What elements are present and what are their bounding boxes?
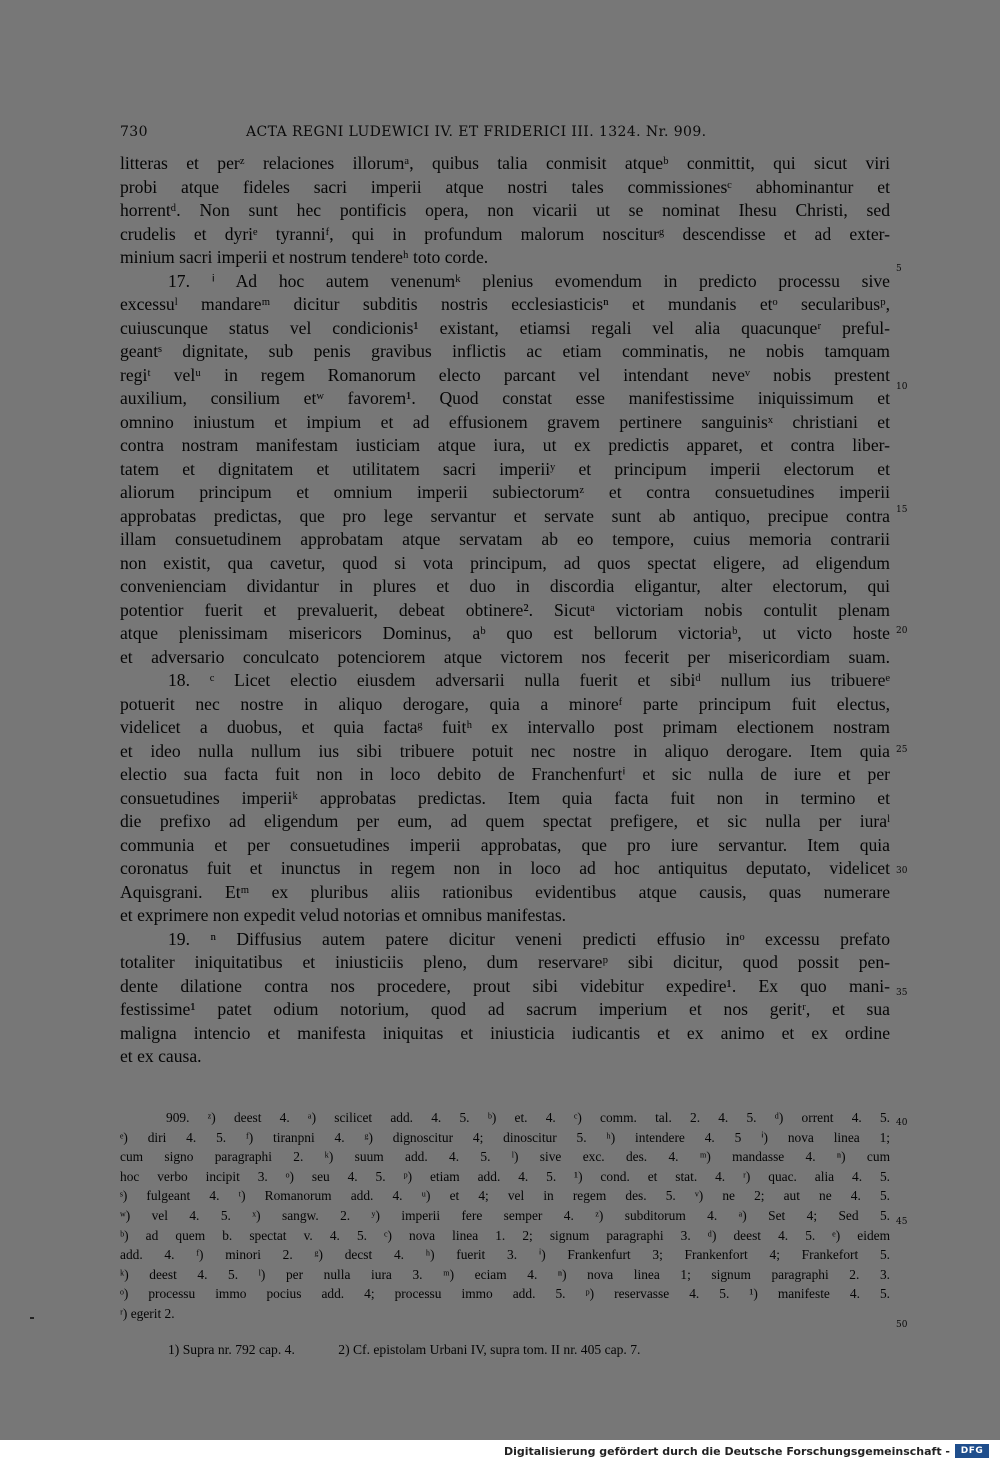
text-line: dente dilatione contra nos procedere, prout sibi videbitur expedire¹. Ex quo mani-	[120, 975, 890, 996]
text-line: litteras et perᶻ relaciones illorumᵃ, quibus talia conmisit atqueᵇ conmittit, qui sicut viri	[120, 153, 890, 173]
text-line: maligna intencio et manifesta iniquitas et iniusticia iudicantis et ex animo et ex ordine	[120, 1022, 890, 1043]
critical-apparatus	[120, 1108, 890, 1324]
margin-line-number: 15	[896, 505, 908, 515]
text-line: et exprimere non expedit velud notorias et omnibus manifestas.	[120, 905, 567, 925]
text-line: die prefixo ad eligendum per eum, ad quem spectat prefigere, et sic nulla per iuraˡ	[120, 811, 890, 831]
text-line: cuiuscunque status vel condicionis¹ existant, etiamsi regali vel alia quacunqueʳ preful-	[120, 317, 890, 338]
text-line: et ideo nulla nullum ius sibi tribuere potuit nec nostre in aliquo derogare. Item quia	[120, 740, 890, 761]
text-line: excessuˡ mandareᵐ dicitur subditis nostris ecclesiasticisⁿ et mundanis etᵒ secularibusᵖ,	[120, 294, 890, 314]
text-line: consuetudines imperiiᵏ approbatas predictas. Item quia facta fuit non in termino et	[120, 787, 890, 808]
running-header	[120, 124, 890, 144]
apparatus-line: ᵒ) processu immo pocius add. 4; processu immo add. 5. ᵖ) reservasse 4. 5. ¹) manifeste 4. 5.	[120, 1286, 890, 1302]
text-line: auxilium, consilium etʷ favorem¹. Quod constat esse manifestissime iniquissimum et	[120, 388, 890, 408]
text-line: geantˢ dignitate, sub penis gravibus inflictis ac etiam comminatis, ne nobis tamquam	[120, 341, 890, 361]
apparatus-line: hoc verbo incipit 3. ᵒ) seu 4. 5. ᵖ) etiam add. 4. 5. ¹) cond. et stat. 4. ʳ) quac. alia 4. 5.	[120, 1168, 890, 1184]
margin-line-number: 50	[896, 1320, 908, 1330]
margin-line-number: 35	[896, 988, 908, 998]
apparatus-line: 909. ᶻ) deest 4. ᵃ) scilicet add. 4. 5. ᵇ) et. 4. ᶜ) comm. tal. 2. 4. 5. ᵈ) orrent 4. 5.	[166, 1110, 890, 1125]
text-line: non existit, qua cavetur, quod si vota principum, ad quos spectat eligere, ad eligendum	[120, 552, 890, 573]
paragraph-start-18: 18. ᶜ Licet electio eiusdem adversarii nulla fuerit et sibiᵈ nullum ius tribuereᵉ	[168, 670, 890, 690]
footnote-2: 2) Cf. epistolam Urbani IV, supra tom. II nr. 405 cap. 7.	[338, 1342, 641, 1357]
scan-speck	[30, 1317, 34, 1319]
text-line: coronatus fuit et inunctus in regem non in loco ad hoc antiquitus deputato, videlicet	[120, 858, 890, 878]
text-line: approbatas predictas, que pro lege servantur et servate sunt ab antiquo, precipue contra	[120, 505, 890, 526]
margin-line-number: 20	[896, 626, 908, 636]
text-line: videlicet a duobus, et quia factaᵍ fuitʰ ex intervallo post primam electionem nostram	[120, 717, 890, 737]
margin-line-number: 25	[896, 745, 908, 755]
text-line: convenienciam dividantur in plures et duo in discordia eligantur, alter electorum, qui	[120, 576, 890, 596]
text-line: totaliter iniquitatibus et iniusticiis pleno, dum reservareᵖ sibi dicitur, quod possit pen-	[120, 952, 890, 972]
apparatus-line: ˢ) fulgeant 4. ᵗ) Romanorum add. 4. ᵘ) et 4; vel in regem des. 5. ᵛ) ne 2; aut ne 4. 5.	[120, 1188, 890, 1204]
text-line: et adversario conculcato potenciorem atque victorem nos fecerit per misericordiam suam.	[120, 646, 890, 667]
dfg-logo: DFG	[955, 1444, 989, 1458]
text-line: probi atque fideles sacri imperii atque nostri tales commissionesᶜ abhominantur et	[120, 176, 890, 197]
margin-line-number: 5	[896, 264, 902, 274]
text-line: horrentᵈ. Non sunt hec pontificis opera, non vicarii ut se nominat Ihesu Christi, sed	[120, 200, 890, 220]
text-line: minium sacri imperii et nostrum tendereʰ toto corde.	[120, 247, 489, 267]
margin-line-number: 45	[896, 1217, 908, 1227]
apparatus-line: ʷ) vel 4. 5. ˣ) sangw. 2. ʸ) imperii fere semper 4. ᶻ) subditorum 4. ᵃ) Set 4; Sed 5.	[120, 1207, 890, 1223]
text-line: omnino iniustum et impium et ad effusionem gravem pertinere sanguinisˣ christiani et	[120, 411, 890, 432]
text-line: festissime¹ patet odium notorium, quod ad sacrum imperium et nos geritʳ, et sua	[120, 999, 890, 1019]
margin-line-number: 10	[896, 382, 908, 392]
apparatus-line: add. 4. ᶠ) minori 2. ᵍ) decst 4. ʰ) fuerit 3. ⁱ) Frankenfurt 3; Frankenfort 4; Frankefort 5.	[120, 1247, 890, 1263]
margin-line-number: 40	[896, 1118, 908, 1128]
text-line: electio sua facta fuit non in loco debito de Franchenfurtⁱ et sic nulla de iure et per	[120, 764, 890, 784]
text-line: illam consuetudinem approbatam atque servatam ab eo tempore, cuius memoria contrarii	[120, 529, 890, 549]
text-line: aliorum principum et omnium imperii subiectorumᶻ et contra consuetudines imperii	[120, 482, 890, 502]
text-line: communia et per consuetudines imperii approbatas, que pro iure servantur. Item quia	[120, 834, 890, 855]
paragraph-start-19: 19. ⁿ Diffusius autem patere dicitur veneni predicti effusio inᵒ excessu prefato	[168, 928, 890, 949]
digitization-footer	[0, 1440, 1000, 1463]
apparatus-line: ʳ) egerit 2.	[120, 1305, 175, 1321]
funding-credit: Digitalisierung gefördert durch die Deutsche Forschungsgemeinschaft -	[503, 1445, 950, 1458]
apparatus-line: ᵏ) deest 4. 5. ˡ) per nulla iura 3. ᵐ) eciam 4. ⁿ) nova linea 1; signum paragraphi 2. 3.	[120, 1266, 890, 1282]
running-title: ACTA REGNI LUDEWICI IV. ET FRIDERICI III. 1324. Nr. 909.	[246, 124, 707, 140]
text-line: atque plenissimam misericors Dominus, aᵇ quo est bellorum victoriaᵇ, ut victo hoste	[120, 623, 890, 643]
text-line: et ex causa.	[120, 1046, 202, 1066]
footnote-1: 1) Supra nr. 792 cap. 4.	[168, 1342, 295, 1357]
text-line: Aquisgrani. Etᵐ ex pluribus aliis rationibus evidentibus atque causis, quas numerare	[120, 881, 890, 902]
apparatus-line: ᵇ) ad quem b. spectat v. 4. 5. ᶜ) nova linea 1. 2; signum paragraphi 3. ᵈ) deest 4. 5. ᵉ) eidem	[120, 1227, 890, 1243]
text-line: tatem et dignitatem et utilitatem sacri imperiiʸ et principum imperii electorum et	[120, 458, 890, 479]
text-line: crudelis et dyriᵉ tyranniᶠ, qui in profundum malorum nosciturᵍ descendisse et ad exter-	[120, 223, 890, 244]
page-number: 730	[120, 124, 148, 140]
text-line: contra nostram manifestam iusticiam atque iura, ut ex predictis apparet, et contra liber-	[120, 435, 890, 455]
margin-line-number: 30	[896, 866, 908, 876]
apparatus-line: cum signo paragraphi 2. ᵏ) suum add. 4. 5. ˡ) sive exc. des. 4. ᵐ) mandasse 4. ⁿ) cum	[120, 1149, 890, 1165]
main-text	[120, 152, 890, 1069]
text-line: regiᵗ velᵘ in regem Romanorum electo parcant vel intendant neveᵛ nobis prestent	[120, 364, 890, 385]
footnotes	[168, 1341, 868, 1359]
paragraph-start-17: 17. ⁱ Ad hoc autem venenumᵏ plenius evomendum in predicto processu sive	[168, 270, 890, 291]
apparatus-line: ᵉ) diri 4. 5. ᶠ) tiranpni 4. ᵍ) dignoscitur 4; dinoscitur 5. ʰ) intendere 4. 5 ⁱ) nova linea 1;	[120, 1129, 890, 1145]
text-line: potentior fuerit et prevaluerit, debeat obtinere². Sicutᵃ victoriam nobis contulit plenam	[120, 599, 890, 620]
text-line: potuerit nec nostre in aliquo derogare, quia a minoreᶠ parte principum fuit electus,	[120, 693, 890, 714]
